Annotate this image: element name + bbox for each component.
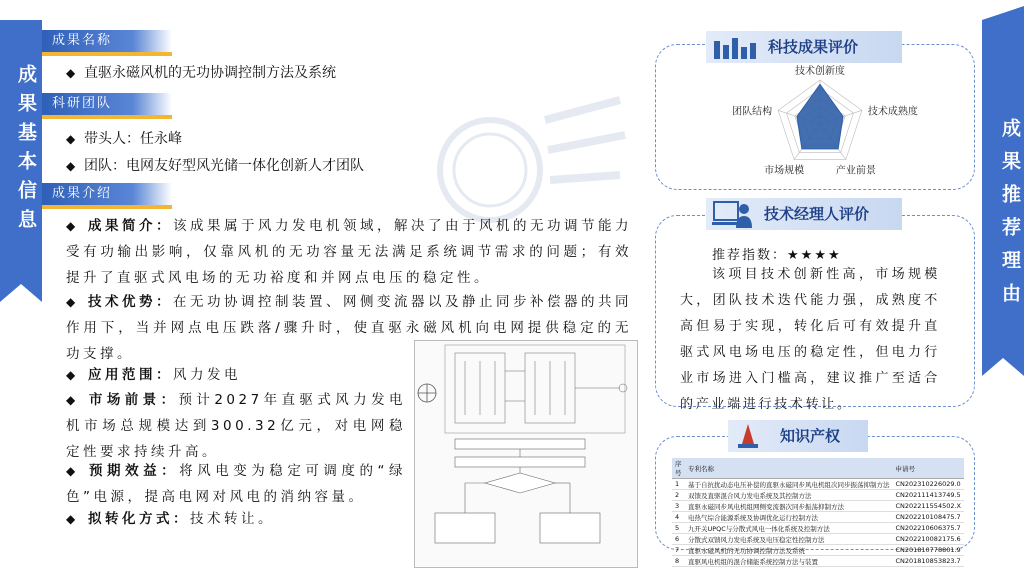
section-intro-tag [42, 183, 172, 209]
col-header-name: 专利名称 [685, 458, 893, 479]
diamond-bullet-icon: ◆ [66, 219, 76, 233]
right-ribbon-text: 成果推荐理由 [999, 118, 1021, 316]
radar-chart [700, 62, 940, 186]
patent-table-wrap [672, 458, 964, 567]
rating-stars: ★★★★ [787, 248, 842, 263]
radar-axis-label: 技术创新度 [795, 66, 845, 77]
radar-value-area [797, 84, 843, 149]
manager-icon [712, 200, 754, 228]
scope-paragraph: ◆ 应用范围：风力发电 [66, 362, 406, 388]
manager-title-bar [706, 198, 902, 230]
bar-chart-icon [712, 35, 758, 59]
diamond-bullet-icon: ◆ [66, 295, 76, 309]
left-ribbon [0, 20, 42, 284]
diamond-bullet-icon: ◆ [66, 66, 76, 80]
diamond-bullet-icon: ◆ [66, 512, 76, 526]
team-name: ◆ 团队：电网友好型风光储一体化创新人才团队 [66, 155, 364, 177]
col-header-number: 申请号 [892, 458, 964, 479]
manager-comment: 该项目技术创新性高，市场规模大，团队技术迭代能力强，成熟度不高但易于实现，转化后可有效提升直驱式风电场电压的稳定性，但电力行业市场进入门槛高，建议推广至适合的产业端进行技术转让。 [680, 267, 940, 412]
diamond-bullet-icon: ◆ [66, 393, 76, 407]
rating [712, 244, 842, 263]
market-paragraph: ◆ 市场前景：预计2027年直驱式风力发电机市场总规模达到300.32亿元，对电网稳定性要求持续升高。 [66, 387, 406, 465]
table-row: 5 九开关UPQC与分散式风电一体化系统及控制方法 CN202210606375.7 [672, 523, 964, 534]
patent-table [672, 458, 964, 567]
team-leader: ◆ 带头人：任永峰 [66, 128, 182, 150]
technical-diagram [414, 340, 638, 568]
evaluation-title: 科技成果评价 [768, 38, 859, 56]
table-row: 3 直驱永磁同步风电机组网侧变流器次同步振荡抑制方法 CN202211554502.X [672, 501, 964, 512]
section-team-label: 科研团队 [42, 93, 172, 115]
right-ribbon [982, 20, 1024, 358]
table-row: 7 直驱永磁风机的无功协调控制方法及系统 CN201810778801.9 [672, 545, 964, 556]
ip-title-bar [728, 420, 868, 452]
diamond-bullet-icon: ◆ [66, 159, 76, 173]
patent-logo-icon [734, 422, 762, 450]
ip-title: 知识产权 [780, 427, 841, 445]
table-row: 6 分散式双馈风力发电系统及电压稳定性控制方法 CN202210082175.6 [672, 534, 964, 545]
section-name-tag [42, 30, 172, 56]
left-ribbon-text: 成果基本信息 [15, 64, 37, 238]
circuit-flowchart-drawing [415, 341, 637, 567]
radar-axis-label: 市场规模 [764, 165, 805, 177]
achievement-title: ◆ 直驱永磁风机的无功协调控制方法及系统 [66, 62, 336, 84]
evaluation-title-bar [706, 31, 902, 63]
transfer-paragraph: ◆ 拟转化方式：技术转让。 [66, 506, 406, 532]
rating-label: 推荐指数： [712, 248, 788, 263]
summary-paragraph: ◆ 成果简介：该成果属于风力发电机领域，解决了由于风机的无功调节能力受有功输出影响，仅靠风机的无功容量无法满足系统调节需求的问题；有效提升了直驱式风电场的无功裕度和并网点电压的稳定性。 [66, 213, 632, 291]
table-row: 2 双馈及直驱混合风力发电系统及其控制方法 CN202111413749.5 [672, 490, 964, 501]
col-header-index: 序号 [672, 458, 685, 479]
benefit-paragraph: ◆ 预期效益：将风电变为稳定可调度的“绿色”电源，提高电网对风电的消纳容量。 [66, 458, 406, 510]
table-row: 1 基于自抗扰动态电压补偿的直驱永磁同步风电机组次同步振荡抑制方法 CN202310226029.0 [672, 479, 964, 490]
diamond-bullet-icon: ◆ [66, 464, 76, 478]
section-team-tag [42, 93, 172, 119]
diamond-bullet-icon: ◆ [66, 132, 76, 146]
radar-axis-label: 产业前景 [835, 165, 876, 177]
section-name-label: 成果名称 [42, 30, 172, 52]
diamond-bullet-icon: ◆ [66, 368, 76, 382]
patent-table-header [672, 458, 964, 479]
table-row: 8 直驱风电机组的混合储能系统控制方法与装置 CN201810853823.7 [672, 556, 964, 567]
radar-axis-label: 团队结构 [732, 106, 773, 118]
radar-axis-label: 技术成熟度 [867, 106, 918, 118]
table-row: 4 电热气综合能源系统及协调优化运行控制方法 CN202210108475.7 [672, 512, 964, 523]
section-intro-label: 成果介绍 [42, 183, 172, 205]
advantage-paragraph: ◆ 技术优势：在无功协调控制装置、网侧变流器以及静止同步补偿器的共同作用下，当并网点电压跌落/骤升时，使直驱永磁风机向电网提供稳定的无功支撑。 [66, 289, 632, 367]
manager-title: 技术经理人评价 [764, 205, 870, 223]
